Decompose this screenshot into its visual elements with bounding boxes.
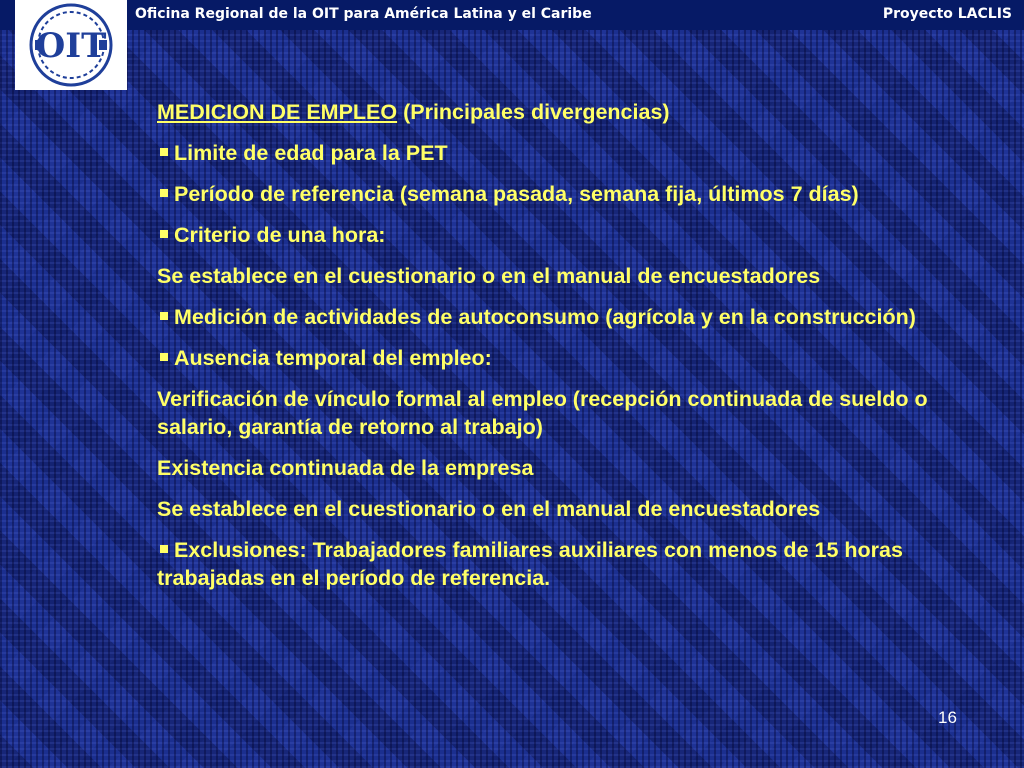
bullet-list	[157, 139, 957, 592]
logo-text: OIT	[35, 26, 107, 66]
square-bullet-icon	[160, 312, 168, 320]
list-item	[157, 262, 957, 290]
organization-title: Oficina Regional de la OIT para América Latina y el Caribe	[135, 6, 592, 22]
page-number: 16	[938, 708, 957, 727]
square-bullet-icon	[160, 545, 168, 553]
list-item	[157, 495, 957, 523]
list-item-text: Limite de edad para la PET	[174, 141, 448, 165]
list-item-text: Criterio de una hora:	[174, 223, 386, 247]
square-bullet-icon	[160, 353, 168, 361]
slide-title-underlined: MEDICION DE EMPLEO	[157, 100, 398, 124]
list-item-text: Se establece en el cuestionario o en el manual de encuestadores	[157, 497, 821, 521]
list-item-text: Se establece en el cuestionario o en el manual de encuestadores	[157, 264, 821, 288]
square-bullet-icon	[160, 230, 168, 238]
list-item-text: Período de referencia (semana pasada, semana fija, últimos 7 días)	[174, 182, 859, 206]
list-item	[157, 454, 957, 482]
list-item	[157, 344, 957, 372]
list-item-text: Verificación de vínculo formal al empleo (recepción continuada de sueldo o salario, garantía de retorno al trabajo)	[157, 387, 928, 439]
slide-title-rest: (Principales divergencias)	[397, 100, 670, 124]
list-item	[157, 139, 957, 167]
oit-logo	[15, 0, 127, 90]
square-bullet-icon	[160, 189, 168, 197]
list-item	[157, 221, 957, 249]
slide-content	[157, 98, 957, 605]
list-item-text: Exclusiones: Trabajadores familiares auxiliares con menos de 15 horas trabajadas en el período de referencia.	[157, 538, 903, 590]
list-item	[157, 303, 957, 331]
square-bullet-icon	[160, 148, 168, 156]
list-item	[157, 385, 957, 441]
list-item	[157, 536, 957, 592]
list-item	[157, 180, 957, 208]
list-item-text: Ausencia temporal del empleo:	[174, 346, 492, 370]
project-title: Proyecto LACLIS	[882, 6, 1012, 22]
list-item-text: Existencia continuada de la empresa	[157, 456, 534, 480]
slide-title	[157, 98, 957, 126]
list-item-text: Medición de actividades de autoconsumo (agrícola y en la construcción)	[174, 305, 916, 329]
oit-logo-icon	[15, 0, 127, 90]
